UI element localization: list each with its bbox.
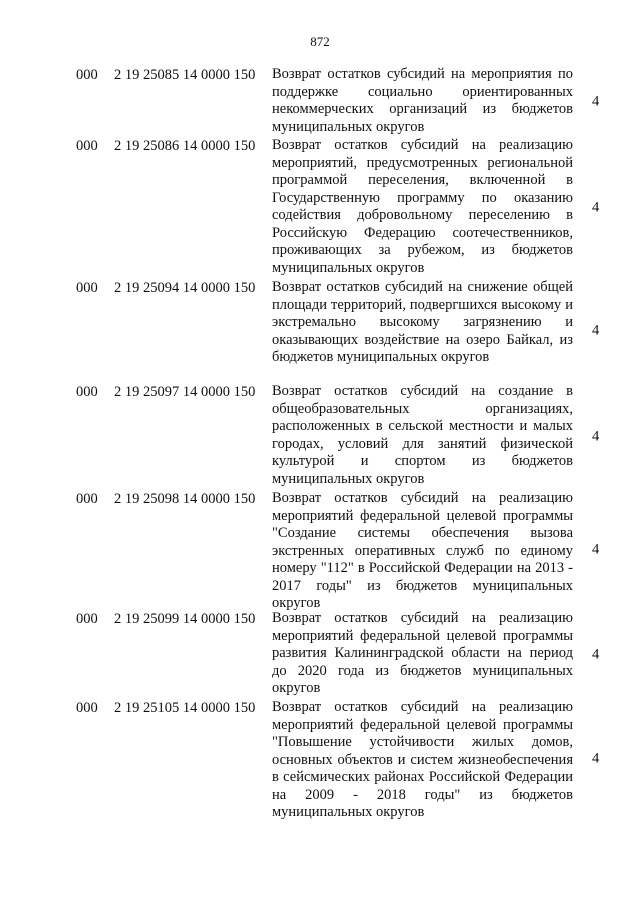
entry-value: 4	[592, 428, 600, 444]
entry-description: Возврат остатков субсидий на реализацию мероприятий федеральной целевой программы "Повышение устойчивости жилых домов, основных объектов и систем жизнеобеспечения в сейсмических районах Российской Федерации на 2009 - 2018 годы" из бюджетов муниципальных округов	[272, 699, 573, 820]
page-number: 872	[310, 34, 330, 49]
admin-code: 000	[76, 138, 98, 154]
entry-value: 4	[592, 750, 600, 767]
admin-code: 000	[76, 384, 98, 400]
entry-value: 4	[592, 199, 600, 216]
entry-value: 4	[592, 322, 600, 339]
budget-classification-code: 2 19 25097 14 0000 150	[114, 384, 256, 400]
admin-code: 000	[76, 491, 98, 507]
budget-classification-code: 2 19 25098 14 0000 150	[114, 491, 256, 507]
budget-classification-code: 2 19 25099 14 0000 150	[114, 611, 256, 627]
entry-value: 4	[592, 541, 600, 558]
entry-description: Возврат остатков субсидий на создание в общеобразовательных организациях, расположенных в сельской местности и малых городах, условий для занятий физической культурой и спортом из бюджетов муниципальных округов	[272, 383, 573, 487]
entry-description: Возврат остатков субсидий на снижение общей площади территорий, подвергшихся высокому и экстремально высокому загрязнению и оказывающих воздействие на озеро Байкал, из бюджетов муниципальных округов	[272, 279, 573, 365]
entry-description: Возврат остатков субсидий на реализацию мероприятий федеральной целевой программы "Создание системы обеспечения вызова экстренных оперативных служб по единому номеру "112" в Российской Федерации на 2013 - 2017 годы" из бюджетов муниципальных округов	[272, 490, 573, 611]
admin-code: 000	[76, 611, 98, 627]
admin-code: 000	[76, 67, 98, 83]
entry-description: Возврат остатков субсидий на реализацию мероприятий федеральной целевой программы развития Калининградской области на период до 2020 года из бюджетов муниципальных округов	[272, 610, 573, 696]
entry-value: 4	[592, 646, 600, 662]
budget-code-entry	[0, 66, 640, 137]
budget-classification-code: 2 19 25094 14 0000 150	[114, 280, 256, 296]
budget-code-entry	[0, 490, 640, 610]
budget-code-entry	[0, 610, 640, 699]
budget-classification-code: 2 19 25086 14 0000 150	[114, 138, 256, 154]
budget-classification-code: 2 19 25105 14 0000 150	[114, 700, 256, 716]
budget-classification-code: 2 19 25085 14 0000 150	[114, 67, 256, 83]
budget-code-list	[0, 66, 640, 819]
entry-value: 4	[592, 93, 600, 109]
budget-code-entry	[0, 279, 640, 383]
budget-code-entry	[0, 137, 640, 279]
admin-code: 000	[76, 700, 98, 716]
budget-code-entry	[0, 699, 640, 819]
budget-code-entry	[0, 383, 640, 490]
entry-description: Возврат остатков субсидий на мероприятия по поддержке социально ориентированных некоммерческих организаций из бюджетов муниципальных округов	[272, 66, 573, 135]
entry-description: Возврат остатков субсидий на реализацию мероприятий, предусмотренных региональной программой переселения, включенной в Государственную программу по оказанию содействия добровольному переселению в Российскую Федерацию соотечественников, проживающих за рубежом, из бюджетов муниципальных округов	[272, 137, 573, 276]
admin-code: 000	[76, 280, 98, 296]
